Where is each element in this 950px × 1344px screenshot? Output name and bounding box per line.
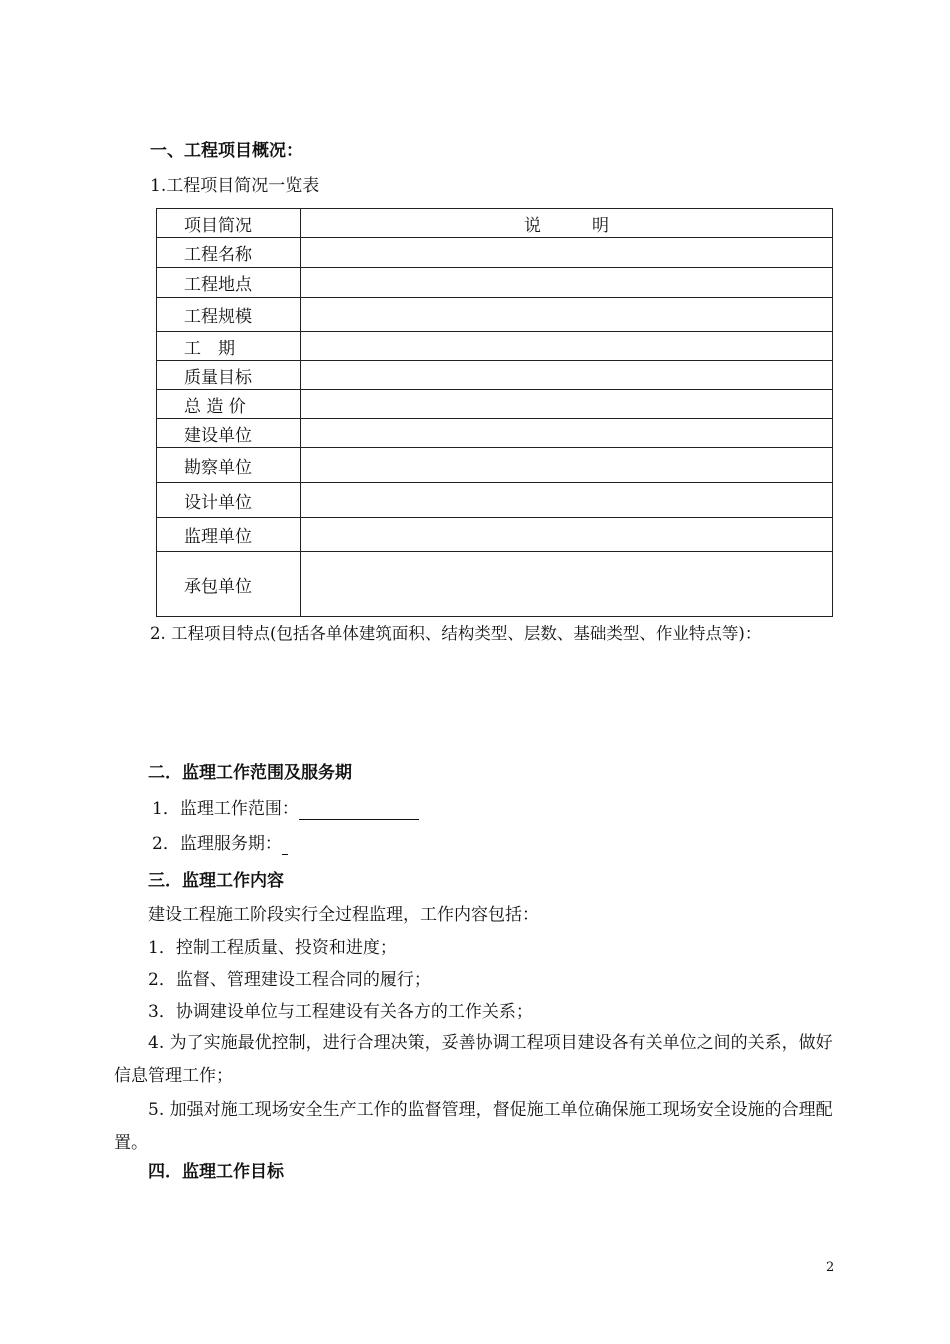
row-label: 监理单位	[157, 518, 301, 552]
row-label: 建设单位	[157, 419, 301, 448]
row-label: 工程地点	[157, 268, 301, 298]
row-value	[301, 361, 833, 390]
table-row	[157, 552, 833, 617]
scope-line	[152, 798, 419, 820]
row-value	[301, 448, 833, 483]
section3-heading: 三．监理工作内容	[148, 871, 284, 891]
row-value	[301, 552, 833, 617]
row-value	[301, 298, 833, 332]
list-item: 3．协调建设单位与工程建设有关各方的工作关系；	[148, 1002, 533, 1022]
list-item-4: 4. 为了实施最优控制，进行合理决策，妥善协调工程项目建设各有关单位之间的关系，做好信息管理工作；	[114, 1033, 833, 1086]
table-row	[157, 298, 833, 332]
scope-blank	[299, 801, 419, 820]
row-value	[301, 419, 833, 448]
row-label: 质量目标	[157, 361, 301, 390]
page-number: 2	[826, 1260, 835, 1275]
row-value	[301, 390, 833, 419]
table-row	[157, 332, 833, 361]
section3-intro: 建设工程施工阶段实行全过程监理，工作内容包括：	[148, 905, 539, 925]
table-header-row	[157, 209, 833, 238]
row-label: 勘察单位	[157, 448, 301, 483]
row-label: 总 造 价	[157, 390, 301, 419]
table-row	[157, 238, 833, 268]
section1-heading: 一、工程项目概况：	[150, 141, 303, 161]
period-blank	[282, 836, 288, 855]
section4-heading: 四．监理工作目标	[148, 1162, 284, 1182]
list-item-5: 5. 加强对施工现场安全生产工作的监督管理，督促施工单位确保施工现场安全设施的合理配置。	[114, 1100, 833, 1153]
row-value	[301, 238, 833, 268]
project-features-label: 2. 工程项目特点(包括各单体建筑面积、结构类型、层数、基础类型、作业特点等)：	[150, 624, 762, 643]
row-label: 设计单位	[157, 483, 301, 518]
row-value	[301, 268, 833, 298]
header-description-cell: 说 明	[301, 209, 833, 238]
table-row	[157, 361, 833, 390]
period-line	[152, 833, 288, 855]
row-value	[301, 332, 833, 361]
scope-label: 1．监理工作范围：	[152, 799, 299, 819]
section2-heading: 二．监理工作范围及服务期	[148, 763, 352, 783]
project-summary-table	[156, 208, 833, 617]
row-value	[301, 518, 833, 552]
row-label: 承包单位	[157, 552, 301, 617]
list-item: 2．监督、管理建设工程合同的履行；	[148, 970, 431, 990]
row-value	[301, 483, 833, 518]
row-label: 工程规模	[157, 298, 301, 332]
table-row	[157, 268, 833, 298]
table-row	[157, 448, 833, 483]
list-item: 1．控制工程质量、投资和进度；	[148, 938, 397, 958]
table-row	[157, 518, 833, 552]
row-label: 工 期	[157, 332, 301, 361]
period-label: 2．监理服务期：	[152, 834, 282, 854]
header-item-cell: 项目简况	[157, 209, 301, 238]
table-row	[157, 483, 833, 518]
table-caption: 1.工程项目简况一览表	[150, 176, 320, 196]
row-label: 工程名称	[157, 238, 301, 268]
table-row	[157, 419, 833, 448]
table-row	[157, 390, 833, 419]
